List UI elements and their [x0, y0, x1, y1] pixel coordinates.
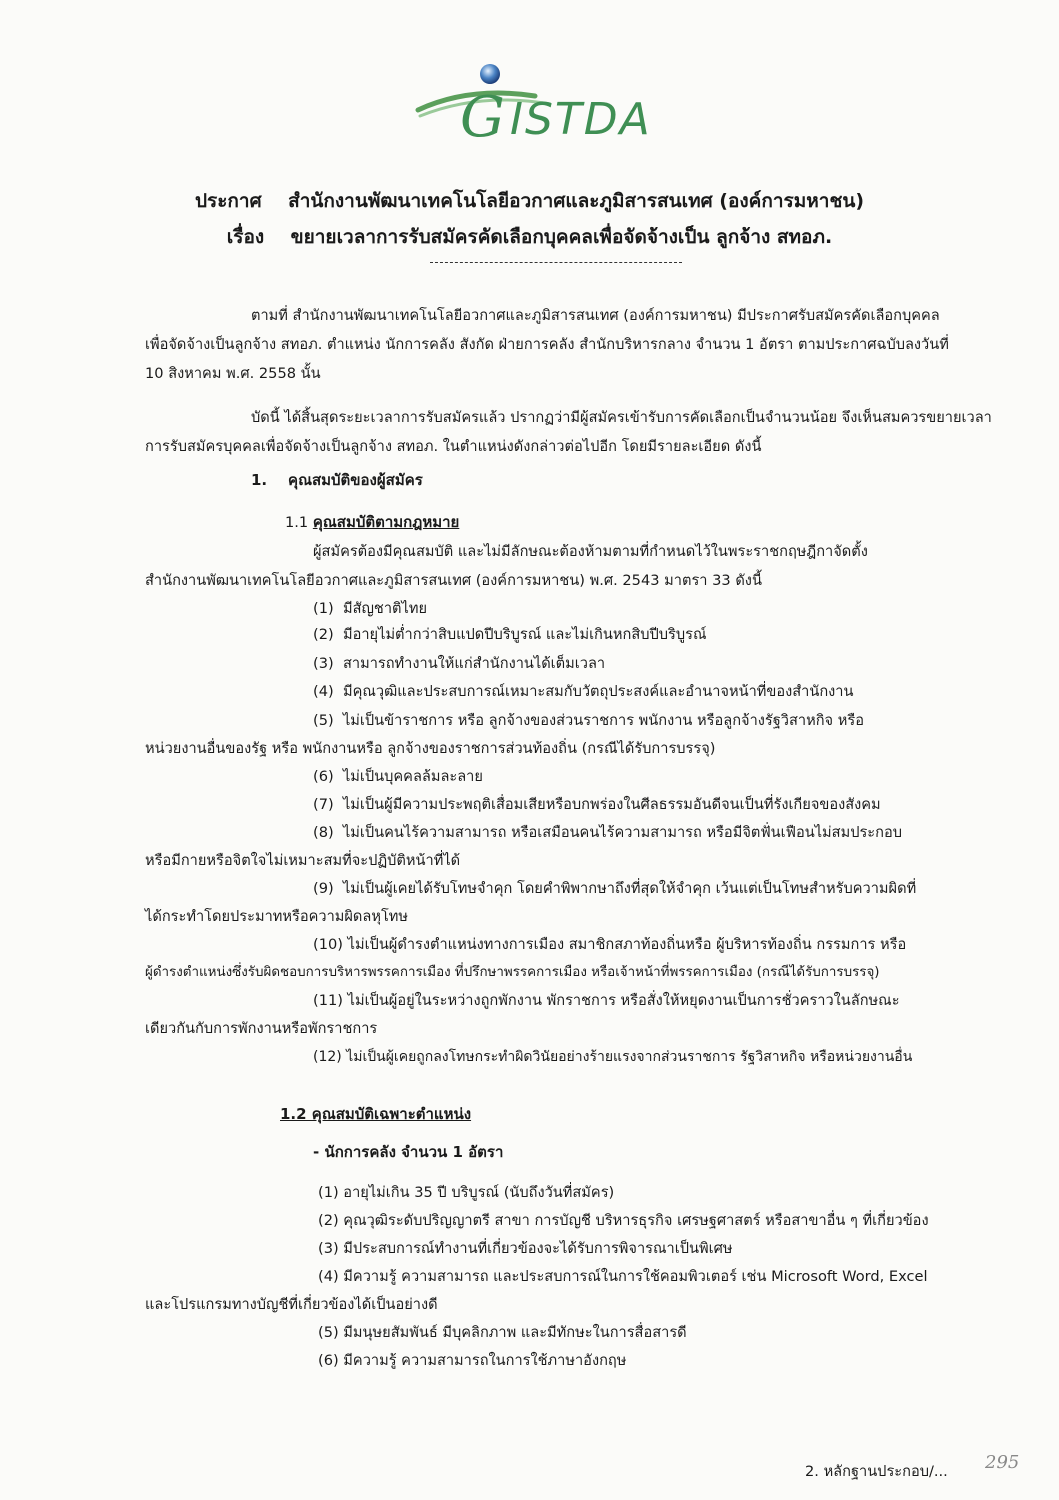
list-item: (6) ไม่เป็นบุคคลล้มละลาย — [313, 768, 483, 785]
handwritten-page-number: 295 — [985, 1452, 1020, 1473]
list-item: (5) มีมนุษยสัมพันธ์ มีบุคลิกภาพ และมีทักษะในการสื่อสารดี — [318, 1324, 687, 1341]
title-separator — [430, 262, 682, 263]
subject-label: เรื่อง — [226, 226, 265, 248]
announcement-subject — [0, 222, 1059, 252]
list-item: (4) มีความรู้ ความสามารถ และประสบการณ์ในการใช้คอมพิวเตอร์ เช่น Microsoft Word, Excel — [318, 1268, 928, 1285]
list-item: (1) อายุไม่เกิน 35 ปี บริบูรณ์ (นับถึงวันที่สมัคร) — [318, 1184, 615, 1201]
list-item: (11) ไม่เป็นผู้อยู่ในระหว่างถูกพักงาน พักราชการ หรือสั่งให้หยุดงานเป็นการชั่วคราวในลักษณะ — [313, 992, 900, 1009]
sub12-heading: 1.2 คุณสมบัติเฉพาะตำแหน่ง — [280, 1105, 472, 1123]
list-item-continuation: และโปรแกรมทางบัญชีที่เกี่ยวข้องได้เป็นอย่างดี — [145, 1296, 438, 1313]
list-item-continuation: ได้กระทำโดยประมาทหรือความผิดลหุโทษ — [145, 908, 409, 925]
section1-heading — [251, 466, 423, 495]
para1-line1: ตามที่ สำนักงานพัฒนาเทคโนโลยีอวกาศและภูมิสารสนเทศ (องค์การมหาชน) มีประกาศรับสมัครคัดเลือกบุคคล — [251, 307, 940, 324]
sub11-title: คุณสมบัติตามกฎหมาย — [312, 513, 460, 531]
list-item: (7) ไม่เป็นผู้มีความประพฤติเสื่อมเสียหรือบกพร่องในศีลธรรมอันดีจนเป็นที่รังเกียจของสังคม — [313, 796, 881, 813]
continuation-note: 2. หลักฐานประกอบ/... — [805, 1463, 948, 1480]
list-item: (2) มีอายุไม่ต่ำกว่าสิบแปดปีบริบูรณ์ และไม่เกินหกสิบปีบริบูรณ์ — [313, 626, 707, 643]
svg-text:G: G — [460, 85, 505, 150]
sub12-position: - นักการคลัง จำนวน 1 อัตรา — [313, 1143, 504, 1161]
para1-line3: 10 สิงหาคม พ.ศ. 2558 นั้น — [145, 365, 321, 382]
sub11-num: 1.1 — [285, 514, 309, 531]
list-item: (2) คุณวุฒิระดับปริญญาตรี สาขา การบัญชี บริหารธุรกิจ เศรษฐศาสตร์ หรือสาขาอื่น ๆ ที่เกี่ยวข้อง — [318, 1212, 929, 1229]
list-item: (6) มีความรู้ ความสามารถในการใช้ภาษาอังกฤษ — [318, 1352, 627, 1369]
list-item-continuation: ผู้ดำรงตำแหน่งซึ่งรับผิดชอบการบริหารพรรคการเมือง ที่ปรึกษาพรรคการเมือง หรือเจ้าหน้าที่พรรคการเมือง (กรณีได้รับการบรรจุ) — [145, 965, 880, 980]
sub11-intro-line2: สำนักงานพัฒนาเทคโนโลยีอวกาศและภูมิสารสนเทศ (องค์การมหาชน) พ.ศ. 2543 มาตรา 33 ดังนี้ — [145, 572, 762, 589]
section1-title: คุณสมบัติของผู้สมัคร — [288, 471, 423, 489]
gistda-logo-graphic — [410, 52, 650, 152]
announcement-title — [0, 186, 1059, 216]
sub11-intro-line1: ผู้สมัครต้องมีคุณสมบัติ และไม่มีลักษณะต้องห้ามตามที่กำหนดไว้ในพระราชกฤษฎีกาจัดตั้ง — [313, 543, 868, 560]
list-item: (5) ไม่เป็นข้าราชการ หรือ ลูกจ้างของส่วนราชการ พนักงาน หรือลูกจ้างรัฐวิสาหกิจ หรือ — [313, 712, 864, 729]
list-item: (12) ไม่เป็นผู้เคยถูกลงโทษกระทำผิดวินัยอย่างร้ายแรงจากส่วนราชการ รัฐวิสาหกิจ หรือหน่วยงานอื่น — [313, 1049, 913, 1065]
sub11-heading — [285, 508, 459, 537]
para2-line1: บัดนี้ ได้สิ้นสุดระยะเวลาการรับสมัครแล้ว ปรากฏว่ามีผู้สมัครเข้ารับการคัดเลือกเป็นจำนวนน้อย จึงเห็นสมควรขยายเวลา — [251, 409, 992, 426]
list-item-continuation: หรือมีกายหรือจิตใจไม่เหมาะสมที่จะปฏิบัติหน้าที่ได้ — [145, 852, 461, 869]
list-item: (3) มีประสบการณ์ทำงานที่เกี่ยวข้องจะได้รับการพิจารณาเป็นพิเศษ — [318, 1240, 733, 1257]
list-item: (1) มีสัญชาติไทย — [313, 600, 428, 617]
gistda-logo — [410, 52, 650, 152]
title-label: ประกาศ — [194, 190, 262, 212]
section1-num: 1. — [251, 471, 268, 489]
list-item: (8) ไม่เป็นคนไร้ความสามารถ หรือเสมือนคนไร้ความสามารถ หรือมีจิตฟั่นเฟือนไม่สมประกอบ — [313, 824, 903, 841]
list-item-continuation: เดียวกันกับการพักงานหรือพักราชการ — [145, 1020, 378, 1037]
para1-line2: เพื่อจัดจ้างเป็นลูกจ้าง สทอภ. ตำแหน่ง นักการคลัง สังกัด ฝ่ายการคลัง สำนักบริหารกลาง จำนวน 1 อัตรา ตามประกาศฉบับลงวันที่ — [145, 336, 949, 353]
svg-text:ISTDA: ISTDA — [510, 94, 650, 145]
list-item: (4) มีคุณวุฒิและประสบการณ์เหมาะสมกับวัตถุประสงค์และอำนาจหน้าที่ของสำนักงาน — [313, 683, 854, 700]
list-item-continuation: หน่วยงานอื่นของรัฐ หรือ พนักงานหรือ ลูกจ้างของราชการส่วนท้องถิ่น (กรณีได้รับการบรรจุ) — [145, 740, 716, 757]
list-item: (3) สามารถทำงานให้แก่สำนักงานได้เต็มเวลา — [313, 655, 606, 672]
title-org: สำนักงานพัฒนาเทคโนโลยีอวกาศและภูมิสารสนเทศ (องค์การมหาชน) — [288, 190, 865, 212]
list-item: (9) ไม่เป็นผู้เคยได้รับโทษจำคุก โดยคำพิพากษาถึงที่สุดให้จำคุก เว้นแต่เป็นโทษสำหรับความผิดที่ — [313, 880, 917, 897]
list-item: (10) ไม่เป็นผู้ดำรงตำแหน่งทางการเมือง สมาชิกสภาท้องถิ่นหรือ ผู้บริหารท้องถิ่น กรรมการ หรือ — [313, 936, 907, 953]
para2-line2: การรับสมัครบุคคลเพื่อจัดจ้างเป็นลูกจ้าง สทอภ. ในตำแหน่งดังกล่าวต่อไปอีก โดยมีรายละเอียด ดังนี้ — [145, 438, 762, 455]
subject-text: ขยายเวลาการรับสมัครคัดเลือกบุคคลเพื่อจัดจ้างเป็น ลูกจ้าง สทอภ. — [290, 226, 833, 248]
